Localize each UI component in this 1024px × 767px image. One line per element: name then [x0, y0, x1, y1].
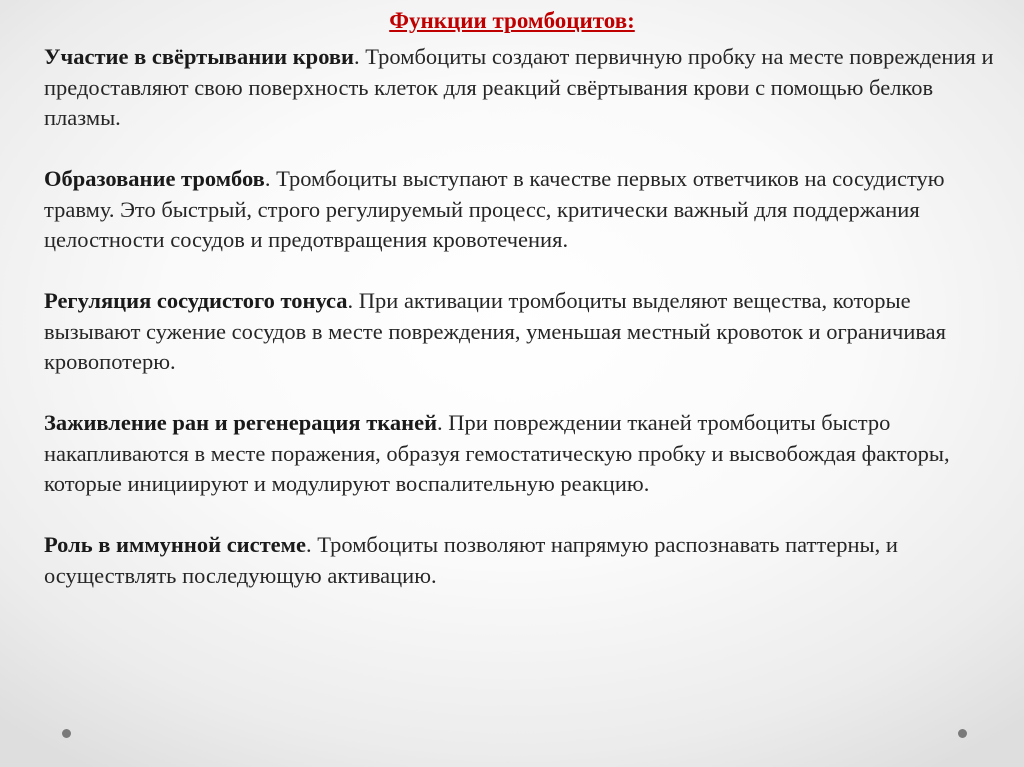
slide-content: [44, 42, 994, 622]
paragraph-thrombus-formation: [44, 164, 994, 256]
paragraph-text: . Тромбоциты выступают в качестве первых ответчиков на сосудистую травму. Это быстрый, строго регулируемый процесс, критически важный для поддержания целостности сосудов и предотвращения кровотечения.: [44, 166, 945, 252]
paragraph-heading: Регуляция сосудистого тонуса: [44, 288, 348, 313]
paragraph-immune-role: [44, 530, 994, 591]
slide-title: Функции тромбоцитов:: [389, 8, 635, 33]
paragraph-text: . При активации тромбоциты выделяют вещества, которые вызывают сужение сосудов в месте повреждения, уменьшая местный кровоток и ограничивая кровопотерю.: [44, 288, 947, 374]
paragraph-text: . Тромбоциты позволяют напрямую распознавать паттерны, и осуществлять последующую активацию.: [44, 532, 898, 588]
decorative-dot-left-icon: [62, 729, 71, 738]
paragraph-vascular-tone: [44, 286, 994, 378]
paragraph-heading: Образование тромбов: [44, 166, 265, 191]
paragraph-heading: Роль в иммунной системе: [44, 532, 306, 557]
paragraph-heading: Участие в свёртывании крови: [44, 44, 355, 69]
decorative-dot-right-icon: [958, 729, 967, 738]
paragraph-coagulation: [44, 42, 994, 134]
paragraph-heading: Заживление ран и регенерация тканей: [44, 410, 438, 435]
paragraph-wound-healing: [44, 408, 994, 500]
paragraph-text: . При повреждении тканей тромбоциты быстро накапливаются в месте поражения, образуя гемостатическую пробку и высвобождая факторы, которые инициируют и модулируют воспалительную реакцию.: [44, 410, 950, 496]
paragraph-text: . Тромбоциты создают первичную пробку на месте повреждения и предоставляют свою поверхность клеток для реакций свёртывания крови с помощью белков плазмы.: [44, 44, 994, 130]
